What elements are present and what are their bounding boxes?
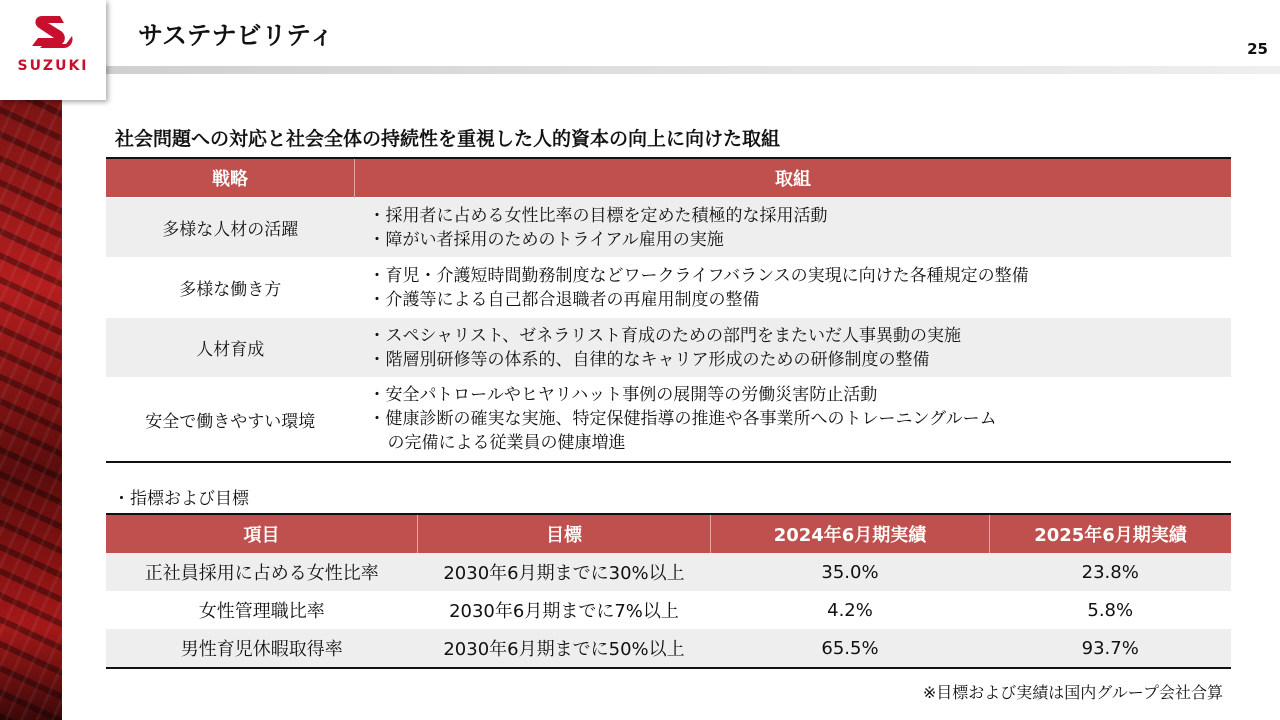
header-item: 項目 — [106, 514, 418, 553]
strategy-table — [106, 157, 1231, 463]
footnote: ※目標および実績は国内グループ会社合算 — [922, 683, 1223, 702]
metric-target: 2030年6月期までに50%以上 — [418, 629, 711, 668]
initiative-item-continuation: の完備による従業員の健康増進 — [387, 433, 626, 454]
table-row — [106, 629, 1231, 668]
initiative-item: ・階層別研修等の体系的、自律的なキャリア形成のための研修制度の整備 — [368, 349, 930, 370]
title-underline-bar — [106, 66, 1280, 74]
initiative-list — [355, 258, 1232, 318]
page-title: サステナビリティ — [138, 21, 335, 50]
metric-fy2024: 35.0% — [711, 553, 990, 591]
header-initiatives: 取組 — [355, 158, 1232, 198]
metric-name: 正社員採用に占める女性比率 — [106, 553, 418, 591]
header-fy2024: 2024年6月期実績 — [711, 514, 990, 553]
page-number: 25 — [1247, 40, 1268, 58]
table-row — [106, 591, 1231, 629]
metrics-subheading: ・指標および目標 — [113, 489, 249, 509]
initiative-list — [355, 198, 1232, 258]
initiative-item: ・スペシャリスト、ゼネラリスト育成のための部門をまたいだ人事異動の実施 — [368, 325, 961, 346]
table-row — [106, 378, 1231, 462]
strategy-label: 安全で働きやすい環境 — [106, 378, 355, 462]
section-heading: 社会問題への対応と社会全体の持続性を重視した人的資本の向上に向けた取組 — [115, 128, 781, 150]
header-fy2025: 2025年6月期実績 — [990, 514, 1232, 553]
metric-name: 女性管理職比率 — [106, 591, 418, 629]
table-row — [106, 553, 1231, 591]
initiative-list — [355, 378, 1232, 462]
initiative-item: ・安全パトロールやヒヤリハット事例の展開等の労働災害防止活動 — [368, 385, 878, 406]
initiative-list — [355, 318, 1232, 378]
metrics-table — [106, 513, 1231, 669]
metric-fy2024: 65.5% — [711, 629, 990, 668]
strategy-label: 多様な働き方 — [106, 258, 355, 318]
initiative-item: ・介護等による自己都合退職者の再雇用制度の整備 — [368, 289, 760, 310]
table-row — [106, 318, 1231, 378]
metric-name: 男性育児休暇取得率 — [106, 629, 418, 668]
metric-fy2025: 93.7% — [990, 629, 1232, 668]
table-row — [106, 258, 1231, 318]
initiative-item: ・採用者に占める女性比率の目標を定めた積極的な採用活動 — [368, 205, 828, 226]
strategy-label: 多様な人材の活躍 — [106, 198, 355, 258]
metric-target: 2030年6月期までに7%以上 — [418, 591, 711, 629]
metric-fy2025: 5.8% — [990, 591, 1232, 629]
header-target: 目標 — [418, 514, 711, 553]
initiative-item: ・障がい者採用のためのトライアル雇用の実施 — [368, 229, 724, 250]
metric-target: 2030年6月期までに30%以上 — [418, 553, 711, 591]
strategy-label: 人材育成 — [106, 318, 355, 378]
suzuki-s-mark-icon — [30, 14, 76, 56]
initiative-item: ・健康診断の確実な実施、特定保健指導の推進や各事業所へのトレーニングルーム — [368, 409, 997, 430]
logo-wordmark: SUZUKI — [17, 58, 89, 74]
suzuki-logo — [0, 0, 106, 100]
initiative-item: ・育児・介護短時間勤務制度などワークライフバランスの実現に向けた各種規定の整備 — [368, 265, 1029, 286]
decorative-side-image — [0, 100, 62, 720]
header-strategy: 戦略 — [106, 158, 355, 198]
metric-fy2024: 4.2% — [711, 591, 990, 629]
table-row — [106, 198, 1231, 258]
metric-fy2025: 23.8% — [990, 553, 1232, 591]
